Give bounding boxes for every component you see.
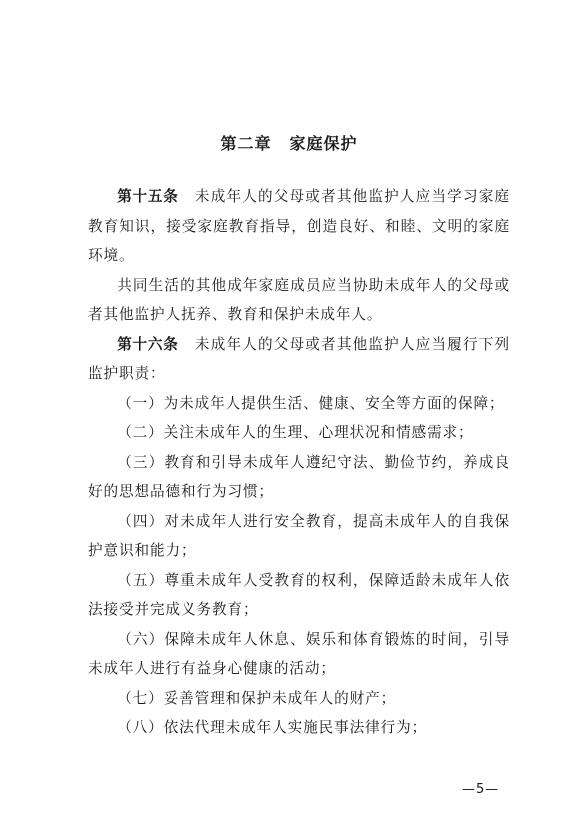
article-number: 第十五条 xyxy=(117,188,179,205)
list-item xyxy=(88,566,510,625)
list-item xyxy=(88,713,510,743)
paragraph-text: （五）尊重未成年人受教育的权利，保障适龄未成年人依法接受并完成义务教育； xyxy=(88,571,510,618)
paragraph-text: （七）妥善管理和保护未成年人的财产； xyxy=(117,689,397,707)
list-item xyxy=(88,625,510,684)
chapter-name: 家庭保护 xyxy=(289,134,358,153)
list-item xyxy=(88,448,510,507)
document-body xyxy=(88,182,510,743)
list-item xyxy=(88,507,510,566)
paragraph-article-15 xyxy=(88,182,510,271)
paragraph-text: （三）教育和引导未成年人遵纪守法、勤俭节约，养成良好的思想品德和行为习惯； xyxy=(88,453,510,500)
list-item xyxy=(88,684,510,714)
page-number: —5— xyxy=(462,782,500,797)
paragraph-text: （二）关注未成年人的生理、心理状况和情感需求； xyxy=(117,424,474,441)
paragraph-text: 未成年人的父母或者其他监护人应当履行下列监护职责： xyxy=(88,335,510,382)
paragraph-article-16 xyxy=(88,330,510,389)
paragraph-text: （八）依法代理未成年人实施民事法律行为； xyxy=(117,719,428,736)
list-item xyxy=(88,418,510,448)
paragraph-text: （四）对未成年人进行安全教育，提高未成年人的自我保护意识和能力； xyxy=(88,512,510,559)
chapter-title xyxy=(0,131,578,154)
paragraph xyxy=(88,271,510,330)
chapter-number: 第二章 xyxy=(220,134,272,153)
paragraph-text: （一）为未成年人提供生活、健康、安全等方面的保障； xyxy=(117,394,505,412)
paragraph-text: 共同生活的其他成年家庭成员应当协助未成年人的父母或者其他监护人抚养、教育和保护未成年人。 xyxy=(88,276,510,323)
paragraph-text: （六）保障未成年人休息、娱乐和体育锻炼的时间，引导未成年人进行有益身心健康的活动； xyxy=(88,630,510,677)
paragraph-text: 未成年人的父母或者其他监护人应当学习家庭教育知识，接受家庭教育指导，创造良好、和睦、文明的家庭环境。 xyxy=(88,188,510,264)
article-number: 第十六条 xyxy=(117,335,179,353)
list-item xyxy=(88,389,510,419)
